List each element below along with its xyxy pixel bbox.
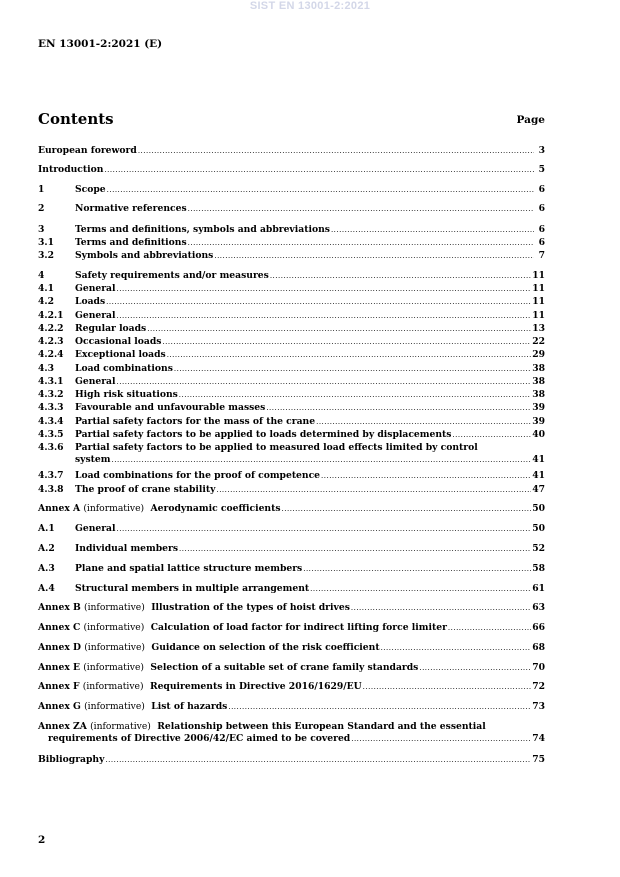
toc-title: General (75, 523, 116, 534)
toc-number: 4.2.1 (38, 310, 64, 321)
toc-entry-4[interactable] (38, 270, 545, 282)
toc-title: Regular loads (75, 323, 147, 334)
toc-title: High risk situations (75, 389, 178, 400)
toc-title: The proof of crane stability (75, 484, 216, 495)
leader-dots (107, 184, 534, 196)
toc-page: 11 (532, 296, 545, 307)
toc-entry-4-3-8[interactable] (38, 484, 545, 496)
toc-title (38, 681, 362, 693)
leader-dots (179, 389, 531, 401)
leader-dots (363, 681, 532, 693)
annex-title: Selection of a suitable set of crane family standards (150, 662, 419, 673)
toc-page: 11 (532, 270, 545, 281)
leader-dots (147, 323, 531, 335)
leader-dots (106, 296, 531, 308)
toc-page: 75 (532, 754, 545, 765)
leader-dots (351, 733, 531, 745)
toc-page: 41 (532, 470, 545, 481)
leader-dots (117, 310, 532, 322)
toc-number: A.1 (38, 523, 55, 534)
toc-number: 4.3.6 (38, 442, 64, 453)
leader-dots (216, 484, 531, 496)
leader-dots (310, 583, 531, 595)
page-number: 2 (38, 834, 46, 846)
toc-entry-annex-a[interactable] (38, 503, 545, 515)
toc-title: General (75, 376, 116, 387)
toc-entry-3-2[interactable] (38, 250, 545, 262)
toc-entry-4-3[interactable] (38, 363, 545, 375)
leader-dots (117, 283, 532, 295)
toc-number: 3.1 (38, 237, 54, 248)
toc-entry-4-2-4[interactable] (38, 349, 545, 361)
toc-title: Favourable and unfavourable masses (75, 402, 266, 413)
toc-title: Scope (75, 184, 106, 195)
toc-entry-4-2[interactable] (38, 296, 545, 308)
annex-label: Annex ZA (38, 721, 87, 732)
toc-entry-4-2-1[interactable] (38, 310, 545, 322)
toc-number: 4.1 (38, 283, 54, 294)
contents-heading: Contents (38, 110, 114, 128)
toc-title: Plane and spatial lattice structure members (75, 563, 303, 574)
toc-number: 4.3.8 (38, 484, 64, 495)
leader-dots (419, 662, 531, 674)
toc-entry-4-3-7[interactable] (38, 470, 545, 482)
leader-dots (452, 429, 531, 441)
toc-number: 4.3.2 (38, 389, 64, 400)
toc-title: Normative references (75, 203, 187, 214)
toc-title: Introduction (38, 164, 104, 175)
toc-number: 4.3.1 (38, 376, 64, 387)
toc-entry-3-1[interactable] (38, 237, 545, 249)
annex-label: Annex G (38, 701, 81, 712)
annex-title: Relationship between this European Standard and the essential (157, 721, 486, 732)
toc-page: 63 (532, 602, 545, 613)
toc-page: 50 (532, 503, 545, 514)
toc-title: Load combinations (75, 363, 173, 374)
toc-page: 73 (532, 701, 545, 712)
toc-number: A.4 (38, 583, 55, 594)
toc-page: 58 (532, 563, 545, 574)
toc-page: 38 (532, 376, 545, 387)
toc-title: Safety requirements and/or measures (75, 270, 269, 281)
toc-page: 11 (532, 283, 545, 294)
toc-title: Symbols and abbreviations (75, 250, 214, 261)
toc-number: 4.3.5 (38, 429, 64, 440)
toc-page: 41 (532, 454, 545, 465)
toc-entry-annex-d[interactable] (38, 642, 545, 654)
toc-number: 4.2.2 (38, 323, 64, 334)
toc-page: 5 (538, 164, 545, 175)
annex-status: (informative) (82, 681, 144, 692)
toc-entry-a1[interactable] (38, 523, 545, 535)
leader-dots (188, 237, 534, 249)
leader-dots (117, 376, 532, 388)
annex-label: Annex C (38, 622, 81, 633)
toc-title: Partial safety factors to be applied to loads determined by displacements (75, 429, 452, 440)
toc-page: 70 (532, 662, 545, 673)
annex-status: (informative) (83, 602, 145, 613)
annex-label: Annex D (38, 642, 81, 653)
toc-number: 4.3.4 (38, 416, 64, 427)
toc-entry-4-3-1[interactable] (38, 376, 545, 388)
annex-label: Annex E (38, 662, 81, 673)
toc-number: 2 (38, 203, 45, 214)
toc-entry-4-2-2[interactable] (38, 323, 545, 335)
toc-entry-annex-g[interactable] (38, 701, 545, 713)
leader-dots (174, 363, 531, 375)
annex-title: List of hazards (151, 701, 228, 712)
toc-entry-4-3-2[interactable] (38, 389, 545, 401)
leader-dots (162, 336, 531, 348)
toc-page: 72 (532, 681, 545, 692)
toc-number: 1 (38, 184, 45, 195)
toc-title: Terms and definitions, symbols and abbreviations (75, 224, 330, 235)
annex-label: Annex B (38, 602, 81, 613)
toc-title (38, 503, 281, 515)
toc-title (38, 701, 227, 713)
toc-title: Exceptional loads (75, 349, 166, 360)
annex-status: (informative) (84, 701, 145, 712)
toc-page: 52 (532, 543, 545, 554)
toc-number: A.2 (38, 543, 55, 554)
leader-dots (228, 701, 531, 713)
toc-title: Occasional loads (75, 336, 162, 347)
toc-number: 4.3.7 (38, 470, 64, 481)
toc-title: European foreword (38, 145, 137, 156)
toc-entry-4-2-3[interactable] (38, 336, 545, 348)
toc-page: 6 (538, 203, 545, 214)
toc-entry-annex-f[interactable] (38, 681, 545, 693)
toc-entry-a3[interactable] (38, 563, 545, 575)
leader-dots (316, 416, 531, 428)
leader-dots (167, 349, 532, 361)
leader-dots (282, 503, 532, 515)
toc-page: 47 (532, 484, 545, 495)
toc-title: General (75, 310, 116, 321)
toc-page: 50 (532, 523, 545, 534)
toc-page: 61 (532, 583, 545, 594)
toc-page: 38 (532, 363, 545, 374)
toc-page: 22 (532, 336, 545, 347)
document-id: EN 13001-2:2021 (E) (38, 38, 163, 50)
toc-title: Loads (75, 296, 106, 307)
toc-number: 3 (38, 224, 45, 235)
toc-entry-introduction[interactable] (38, 164, 545, 176)
toc-title: Terms and definitions (75, 237, 187, 248)
toc-title: Bibliography (38, 754, 105, 765)
toc-entry-annex-c[interactable] (38, 622, 545, 634)
annex-title: Illustration of the types of hoist drives (151, 602, 350, 613)
toc-entry-4-3-3[interactable] (38, 402, 545, 414)
toc-entry-foreword[interactable] (38, 145, 545, 157)
toc-title: Load combinations for the proof of competence (75, 470, 321, 481)
toc-title: Individual members (75, 543, 179, 554)
leader-dots (266, 402, 531, 414)
toc-entry-4-1[interactable] (38, 283, 545, 295)
leader-dots (188, 203, 534, 215)
toc-title (38, 622, 447, 634)
toc-number: 4.3.3 (38, 402, 64, 413)
toc-entry-annex-e[interactable] (38, 662, 545, 674)
leader-dots (138, 145, 534, 157)
annex-status: (informative) (83, 503, 145, 514)
toc-page: 6 (538, 237, 545, 248)
annex-label: Annex A (38, 503, 81, 514)
toc-entry-4-3-5[interactable] (38, 429, 545, 441)
toc-entry-4-3-4[interactable] (38, 416, 545, 428)
toc-title (38, 662, 418, 674)
page-column-label: Page (516, 114, 545, 126)
toc-number: 4.2.4 (38, 349, 64, 360)
toc-page: 6 (538, 224, 545, 235)
toc-number: 4.2 (38, 296, 54, 307)
toc-title: Partial safety factors to be applied to measured load effects limited by control (75, 442, 478, 453)
toc-page: 29 (532, 349, 545, 360)
toc-number: 4.2.3 (38, 336, 64, 347)
leader-dots (117, 523, 532, 535)
toc-title (38, 642, 380, 654)
toc-page: 6 (538, 184, 545, 195)
toc-page: 11 (532, 310, 545, 321)
toc-title: Structural members in multiple arrangement (75, 583, 310, 594)
annex-title: Guidance on selection of the risk coefficient (151, 642, 380, 653)
toc-page: 3 (538, 145, 545, 156)
toc-entry-bibliography[interactable] (38, 754, 545, 766)
leader-dots (112, 454, 532, 466)
leader-dots (214, 250, 534, 262)
toc-title: General (75, 283, 116, 294)
toc-page: 38 (532, 389, 545, 400)
leader-dots (321, 470, 531, 482)
toc-title (38, 602, 350, 614)
leader-dots (303, 563, 531, 575)
leader-dots (105, 754, 531, 766)
toc-entry-2[interactable] (38, 203, 545, 215)
toc-page: 7 (538, 250, 545, 261)
toc-page: 13 (532, 323, 545, 334)
annex-title-continued: requirements of Directive 2006/42/EC aimed to be covered (48, 733, 351, 744)
toc-entry-3[interactable] (38, 224, 545, 236)
annex-title: Calculation of load factor for indirect lifting force limiter (150, 622, 447, 633)
toc-page: 40 (532, 429, 545, 440)
toc-number: 4 (38, 270, 45, 281)
leader-dots (270, 270, 531, 282)
annex-status: (informative) (83, 662, 145, 673)
toc-entry-1[interactable] (38, 184, 545, 196)
toc-page: 39 (532, 402, 545, 413)
annex-title: Requirements in Directive 2016/1629/EU (149, 681, 362, 692)
leader-dots (448, 622, 531, 634)
leader-dots (179, 543, 531, 555)
annex-status: (informative) (83, 622, 145, 633)
toc-page: 68 (532, 642, 545, 653)
toc-number: 4.3 (38, 363, 54, 374)
leader-dots (104, 164, 534, 176)
annex-status: (informative) (84, 642, 145, 653)
toc-page: 39 (532, 416, 545, 427)
toc-title-continued: system (75, 454, 111, 465)
toc-page: 74 (532, 733, 545, 744)
toc-entry-4-3-6[interactable] (38, 442, 545, 466)
toc-number: A.3 (38, 563, 55, 574)
toc-page: 66 (532, 622, 545, 633)
leader-dots (351, 602, 531, 614)
toc-title: Partial safety factors for the mass of the crane (75, 416, 316, 427)
toc-entry-annex-b[interactable] (38, 602, 545, 614)
watermark: SIST EN 13001-2:2021 (249, 0, 371, 12)
annex-label: Annex F (38, 681, 80, 692)
toc-entry-annex-za[interactable] (38, 721, 545, 745)
toc-number: 3.2 (38, 250, 54, 261)
annex-title: Aerodynamic coefficients (150, 503, 281, 514)
toc-entry-a4[interactable] (38, 583, 545, 595)
leader-dots (331, 224, 534, 236)
annex-status: (informative) (90, 721, 151, 732)
toc-entry-a2[interactable] (38, 543, 545, 555)
leader-dots (381, 642, 532, 654)
